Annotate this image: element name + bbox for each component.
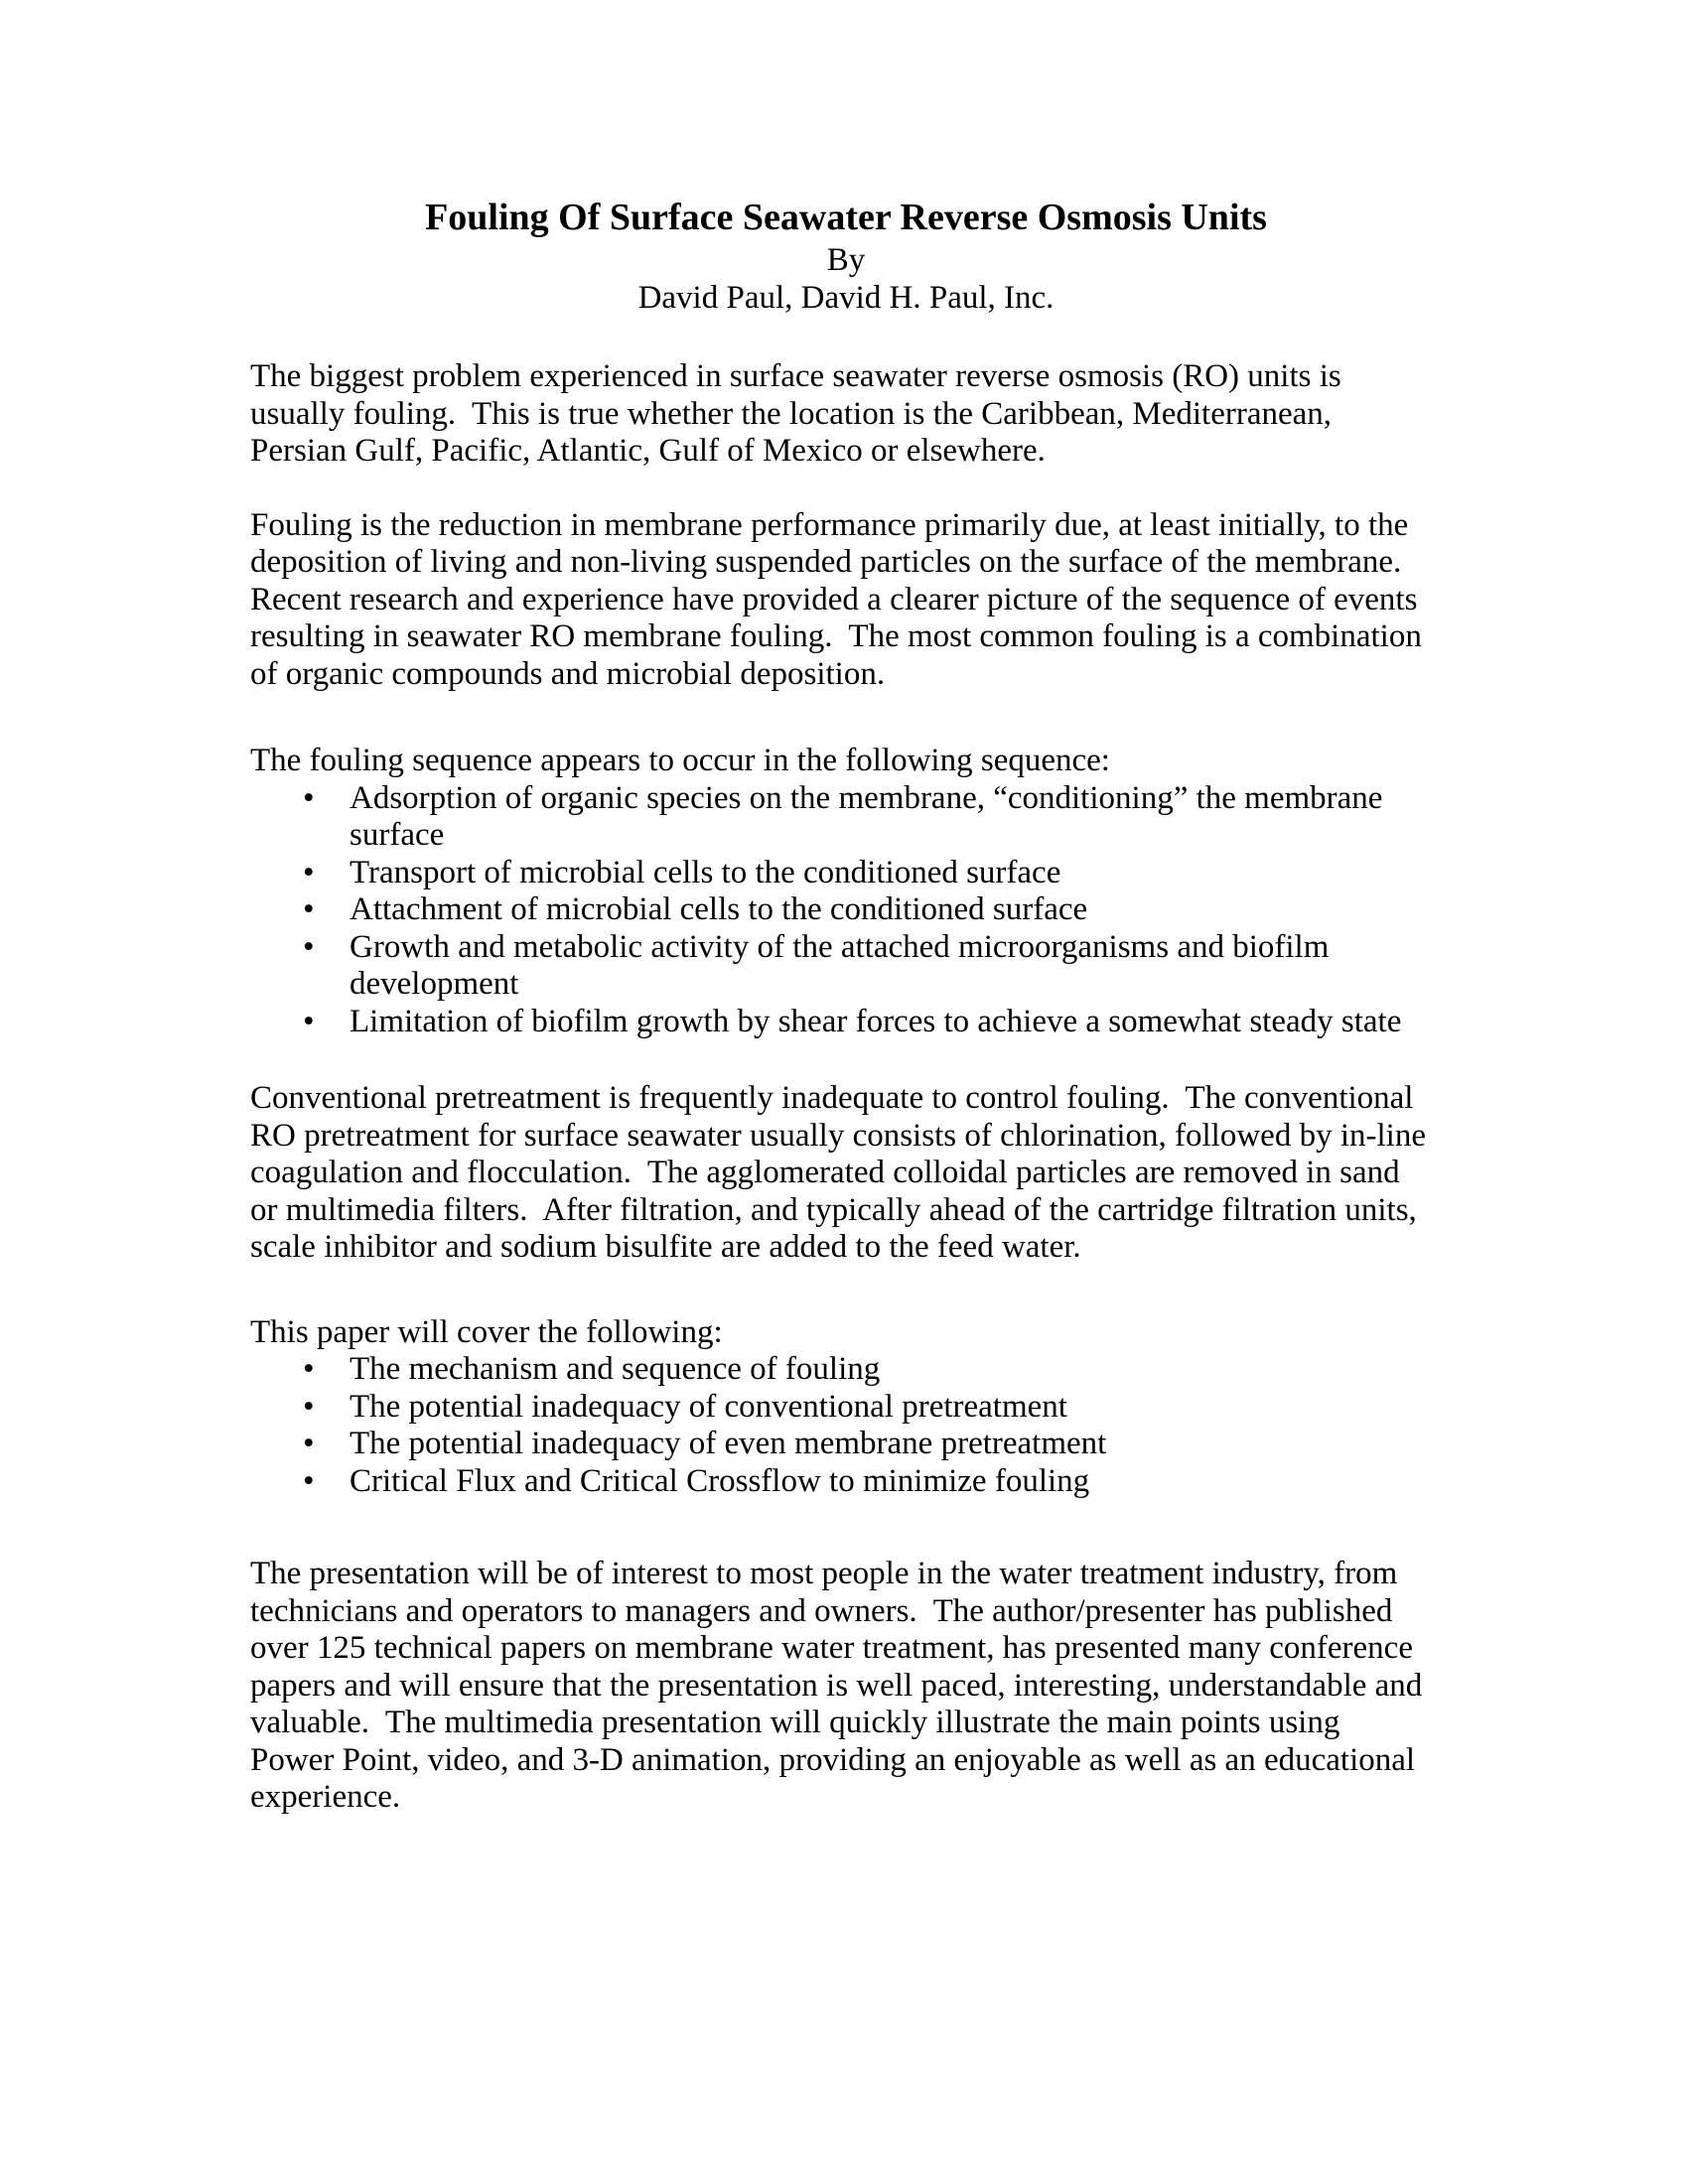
paragraph-conventional-pretreatment (250, 1080, 1442, 1267)
list-item-line: The mechanism and sequence of fouling (350, 1351, 881, 1387)
paragraph-line: Persian Gulf, Pacific, Atlantic, Gulf of Mexico or elsewhere. (250, 433, 1046, 469)
paragraph-line: RO pretreatment for surface seawater usually consists of chlorination, followed by in-line (250, 1117, 1426, 1154)
bullet-icon: • (303, 1003, 315, 1039)
list-item-line: The potential inadequacy of conventional pretreatment (350, 1388, 1067, 1425)
bullet-icon: • (303, 891, 315, 927)
list-item-line: Adsorption of organic species on the membrane, “conditioning” the membrane (350, 779, 1383, 816)
list-intro-fouling-sequence (250, 743, 1442, 780)
list-item-line: Attachment of microbial cells to the conditioned surface (350, 891, 1088, 927)
list-intro-paper-topics (250, 1314, 1442, 1352)
paragraph-line: papers and will ensure that the presentation is well paced, interesting, understandable and (250, 1667, 1423, 1704)
list-item-line: Critical Flux and Critical Crossflow to minimize fouling (350, 1462, 1090, 1499)
paragraph-line: valuable. The multimedia presentation will quickly illustrate the main points using (250, 1705, 1340, 1740)
paragraph-line: or multimedia filters. After filtration, and typically ahead of the cartridge filtration units, (250, 1191, 1417, 1228)
list-item (250, 1463, 1442, 1501)
paragraph-line: Fouling is the reduction in membrane performance primarily due, at least initially, to the (250, 506, 1409, 543)
bullet-icon: • (303, 1462, 315, 1499)
document-content (250, 195, 1442, 1817)
bullet-icon: • (303, 1388, 315, 1425)
paragraph-line: experience. (250, 1779, 401, 1815)
bullet-icon: • (303, 854, 315, 890)
paragraph-line: scale inhibitor and sodium bisulfite are added to the feed water. (250, 1229, 1081, 1265)
list-item (250, 891, 1442, 929)
by-label: By (826, 242, 866, 278)
paragraph-line: over 125 technical papers on membrane water treatment, has presented many conference (250, 1630, 1413, 1666)
bullet-icon: • (303, 779, 315, 816)
paragraph-line: Conventional pretreatment is frequently inadequate to control fouling. The conventional (250, 1080, 1414, 1116)
list-item (250, 1389, 1442, 1427)
paragraph-line: The fouling sequence appears to occur in the following sequence: (250, 743, 1110, 778)
paragraph-presentation-audience (250, 1556, 1442, 1817)
paper-topics-list (250, 1351, 1442, 1500)
fouling-sequence-list (250, 780, 1442, 1041)
paragraph-line: The presentation will be of interest to most people in the water treatment industry, from (250, 1556, 1398, 1591)
list-item (250, 1426, 1442, 1463)
list-item-line: Growth and metabolic activity of the attached microorganisms and biofilm (350, 928, 1330, 965)
paragraph-line: This paper will cover the following: (250, 1313, 723, 1350)
bullet-icon: • (303, 928, 315, 965)
paragraph-line: of organic compounds and microbial deposition. (250, 655, 886, 692)
list-item (250, 1351, 1442, 1389)
paragraph-line: technicians and operators to managers and owners. The author/presenter has published (250, 1592, 1393, 1629)
paragraph-line: usually fouling. This is true whether the location is the Caribbean, Mediterranean, (250, 395, 1333, 432)
list-item (250, 1004, 1442, 1041)
page-title: Fouling Of Surface Seawater Reverse Osmosis Units (425, 197, 1267, 238)
paragraph-intro-fouling-problem (250, 358, 1442, 471)
list-item-line: Transport of microbial cells to the conditioned surface (350, 854, 1061, 890)
paragraph-line: resulting in seawater RO membrane fouling. The most common fouling is a combination (250, 618, 1422, 654)
bullet-icon: • (303, 1426, 315, 1461)
paragraph-line: Power Point, video, and 3-D animation, providing an enjoyable as well as an educational (250, 1741, 1416, 1778)
list-item-line: Limitation of biofilm growth by shear forces to achieve a somewhat steady state (350, 1003, 1402, 1039)
paragraph-line: deposition of living and non-living suspended particles on the surface of the membrane. (250, 544, 1402, 580)
list-item-line: The potential inadequacy of even membrane pretreatment (350, 1426, 1107, 1461)
paragraph-line: coagulation and flocculation. The agglomerated colloidal particles are removed in sand (250, 1155, 1400, 1190)
list-item (250, 929, 1442, 1004)
list-item-line: surface (350, 817, 445, 853)
list-item (250, 780, 1442, 855)
list-item (250, 855, 1442, 892)
paragraph-line: Recent research and experience have provided a clearer picture of the sequence of events (250, 581, 1418, 617)
author-line: David Paul, David H. Paul, Inc. (637, 280, 1055, 316)
paragraph-fouling-definition (250, 507, 1442, 694)
paragraph-line: The biggest problem experienced in surface seawater reverse osmosis (RO) units is (250, 358, 1341, 394)
list-item-line: development (350, 966, 519, 1002)
bullet-icon: • (303, 1351, 315, 1387)
